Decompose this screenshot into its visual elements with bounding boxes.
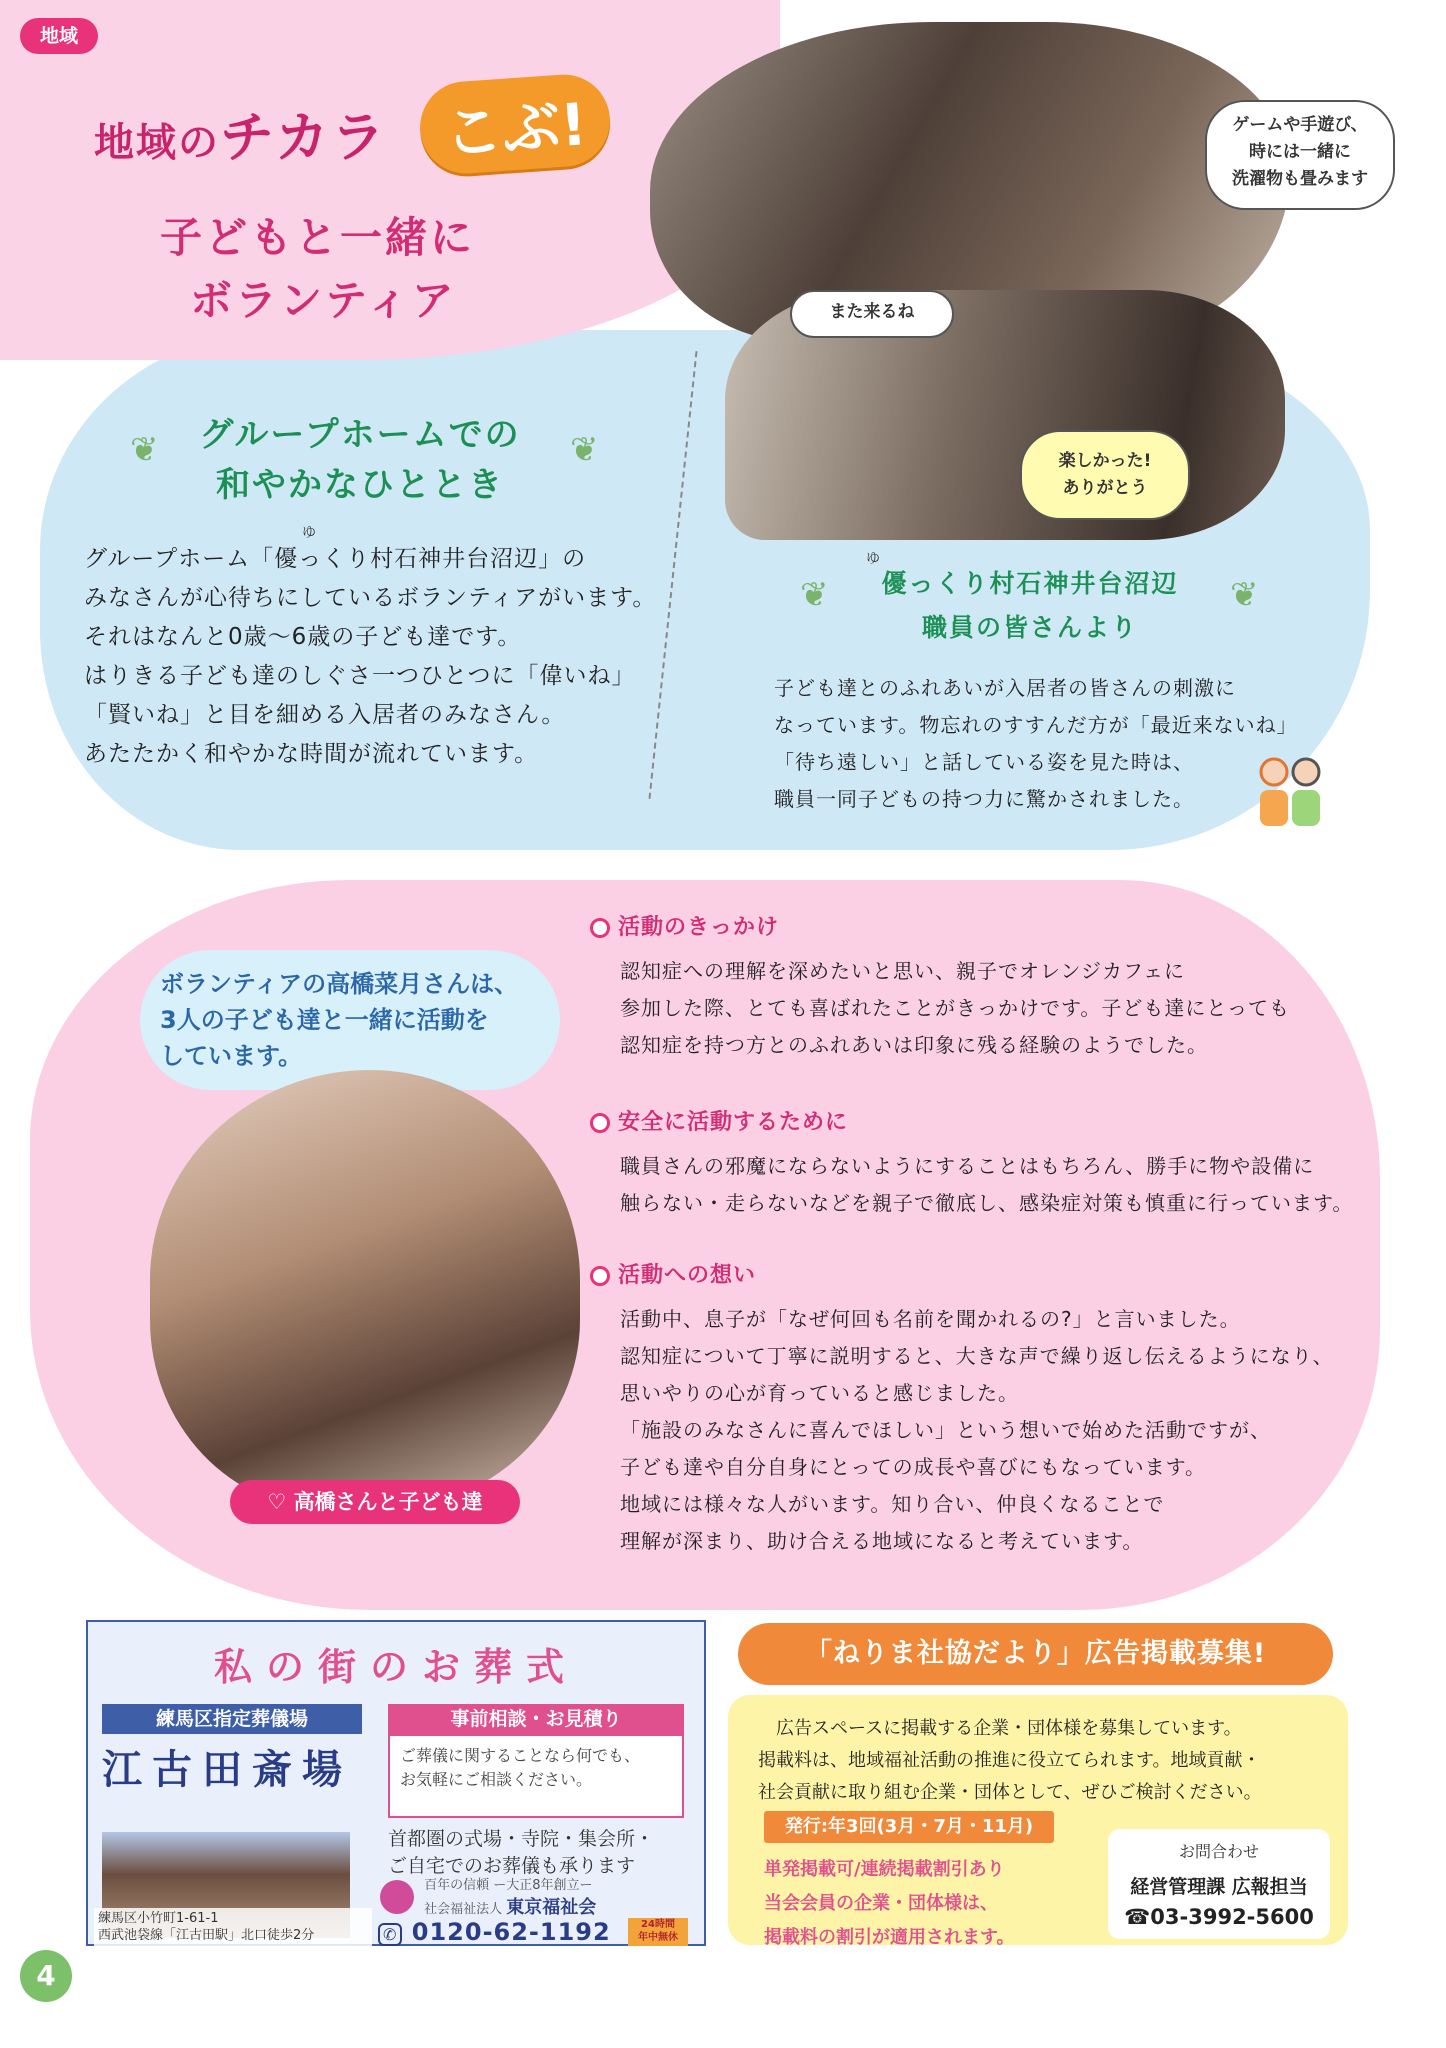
speech-bubble-come-again: また来るね — [790, 290, 954, 338]
condition-line: 当会会員の企業・団体様は、 — [764, 1893, 998, 1914]
intro-line: ボランティアの高橋菜月さんは、 — [160, 970, 519, 998]
paragraph-line: はりきる子ども達のしぐさ一つひとつに「偉いね」 — [84, 663, 636, 689]
item-line: 子ども達や自分自身にとっての成長や喜びにもなっています。 — [620, 1455, 1206, 1479]
item-line: 参加した際、とても喜ばれたことがきっかけです。子ども達にとっても — [620, 996, 1290, 1020]
section2-heading — [840, 562, 1220, 650]
text-line: 掲載料は、地域福祉活動の推進に役立てられます。地域貢献・ — [758, 1750, 1261, 1771]
title-part-1: 地域の — [94, 120, 220, 166]
intro-line: しています。 — [160, 1042, 303, 1070]
contact-dept: 経営管理課 広報担当 — [1130, 1876, 1308, 1898]
ad-recruitment-text — [758, 1713, 1328, 1809]
paragraph-line: みなさんが心待ちにしているボランティアがいます。 — [84, 585, 657, 611]
consult-text — [388, 1734, 684, 1818]
consult-line: ご葬儀に関することなら何でも、 — [400, 1746, 641, 1765]
item-line: 職員さんの邪魔にならないようにすることはもちろん、勝手に物や設備に — [620, 1154, 1315, 1178]
heading-line: 和やかなひととき — [216, 465, 504, 505]
bubble-line: ゲームや手遊び、 — [1232, 115, 1368, 135]
corp-name: 東京福祉会 — [506, 1897, 597, 1918]
contact-label: お問合わせ — [1178, 1842, 1259, 1861]
heading-line: 優っくり村石神井台沼辺 — [881, 569, 1179, 598]
consult-label: 事前相談・お見積り — [388, 1704, 684, 1734]
activity-item — [590, 1258, 1360, 1560]
item-body — [620, 1148, 1360, 1222]
item-line: 認知症への理解を深めたいと思い、親子でオレンジカフェに — [620, 959, 1185, 983]
heart-icon: ♡ — [267, 1490, 287, 1514]
publication-frequency: 発行:年3回(3月・7月・11月) — [764, 1811, 1054, 1843]
hall-name: 江古田斎場 — [102, 1747, 352, 1793]
item-heading — [590, 1105, 1360, 1136]
note-line: ご自宅でのお葬儀も承ります — [388, 1855, 636, 1877]
leaf-icon: ❦ — [1230, 575, 1259, 615]
paragraph-line: 職員一同子どもの持つ力に驚かされました。 — [774, 787, 1194, 811]
item-line: 思いやりの心が育っていると感じました。 — [620, 1381, 1019, 1405]
paragraph-line: それはなんと0歳～6歳の子ども達です。 — [84, 624, 522, 650]
funeral-advertisement[interactable] — [86, 1620, 706, 1946]
note-line: 首都圏の式場・寺院・集会所・ — [388, 1828, 655, 1850]
item-line: 触らない・走らないなどを親子で徹底し、感染症対策も慎重に行っています。 — [620, 1191, 1354, 1215]
ad-designation: 練馬区指定葬儀場 — [102, 1704, 362, 1734]
item-heading-text: 活動のきっかけ — [618, 915, 780, 940]
item-line: 「施設のみなさんに喜んでほしい」という想いで始めた活動ですが、 — [620, 1418, 1271, 1442]
section1-heading — [150, 410, 570, 510]
tel-number: 0120-62-1192 — [411, 1918, 611, 1946]
bubble-line: 洗濯物も畳みます — [1232, 169, 1368, 189]
item-line: 活動中、息子が「なぜ何回も名前を聞かれるの?」と言いました。 — [620, 1307, 1241, 1331]
staff-illustration-icon — [1250, 750, 1330, 830]
paragraph-line: 子ども達とのふれあいが入居者の皆さんの刺激に — [774, 676, 1236, 700]
ruby-text: ゆ — [866, 551, 880, 567]
section-tag: 地域 — [20, 18, 98, 54]
ad-recruitment-box — [728, 1615, 1348, 1948]
address-line: 練馬区小竹町1-61-1 — [98, 1911, 219, 1926]
activity-item — [590, 910, 1360, 1064]
ad-conditions — [764, 1853, 1015, 1955]
flower-logo-icon — [380, 1880, 414, 1914]
item-heading — [590, 910, 1360, 941]
condition-line: 掲載料の割引が適用されます。 — [764, 1927, 1015, 1948]
subtitle-line-2: ボランティア — [190, 276, 457, 325]
speech-bubble-games — [1205, 100, 1395, 210]
hall-address — [94, 1908, 372, 1946]
photo-caption — [230, 1480, 520, 1524]
corp-tagline: 百年の信頼 ー大正8年創立ー — [424, 1878, 593, 1893]
consult-line: お気軽にご相談ください。 — [400, 1770, 593, 1789]
heading-line: 職員の皆さんより — [921, 613, 1138, 642]
ruby-text: ゆ — [302, 525, 316, 541]
heading-line: グループホームでの — [199, 415, 521, 455]
leaf-icon: ❦ — [800, 575, 829, 615]
ad-recruitment-heading: 「ねりま社協だより」広告掲載募集! — [738, 1623, 1333, 1685]
circle-bullet-icon — [590, 1113, 610, 1133]
corporation-info — [380, 1874, 690, 1918]
condition-line: 単発掲載可/連続掲載割引あり — [764, 1859, 1005, 1880]
photo-takahashi-family — [150, 1070, 580, 1510]
circle-bullet-icon — [590, 918, 610, 938]
circle-bullet-icon — [590, 1266, 610, 1286]
caption-text: 高橋さんと子ども達 — [293, 1490, 483, 1514]
intro-line: 3人の子ども達と一緒に活動を — [160, 1006, 489, 1034]
bubble-line: ありがとう — [1062, 478, 1148, 498]
contact-tel[interactable]: ☎03-3992-5600 — [1124, 1905, 1314, 1929]
page-number: 4 — [20, 1950, 72, 2002]
freedial-icon: ✆ — [378, 1923, 402, 1946]
badge-line: 年中無休 — [638, 1932, 678, 1943]
address-line: 西武池袋線「江古田駅」北口徒歩2分 — [98, 1928, 315, 1943]
bubble-line: 楽しかった! — [1058, 451, 1152, 471]
item-line: 地域には様々な人がいます。知り合い、仲良くなることで — [620, 1492, 1165, 1516]
item-line: 理解が深まり、助け合える地域になると考えています。 — [620, 1529, 1144, 1553]
section1-paragraph — [84, 540, 724, 774]
item-body — [620, 953, 1360, 1064]
title-part-2: チカラ — [220, 106, 387, 169]
paragraph-line: なっています。物忘れのすすんだ方が「最近来ないね」 — [774, 713, 1298, 737]
item-heading-text: 安全に活動するために — [618, 1110, 849, 1135]
text-line: 広告スペースに掲載する企業・団体様を募集しています。 — [776, 1718, 1242, 1739]
speech-bubble-thanks — [1020, 430, 1190, 520]
funeral-tel[interactable] — [378, 1918, 611, 1946]
ad-title: 私の街のお葬式 — [213, 1645, 578, 1689]
paragraph-line: 「待ち遠しい」と話している姿を見た時は、 — [774, 750, 1194, 774]
paragraph-line: グループホーム「優っくり村石神井台沼辺」の — [84, 546, 587, 572]
activity-item — [590, 1105, 1360, 1222]
intro-bubble — [140, 950, 560, 1090]
item-line: 認知症を持つ方とのふれあいは印象に残る経験のようでした。 — [620, 1033, 1208, 1057]
item-body — [620, 1301, 1360, 1560]
badge-line: 24時間 — [641, 1919, 675, 1930]
item-line: 認知症について丁寧に説明すると、大きな声で繰り返し伝えるようになり、 — [620, 1344, 1334, 1368]
page-title — [94, 95, 387, 172]
subtitle-line-1: 子どもと一緒に — [160, 213, 476, 262]
contact-box — [1108, 1829, 1330, 1939]
service-note — [388, 1826, 654, 1880]
leaf-icon: ❦ — [130, 430, 159, 470]
text-line: 社会貢献に取り組む企業・団体として、ぜひご検討ください。 — [758, 1782, 1262, 1803]
bubble-line: 時には一緒に — [1249, 142, 1351, 162]
item-heading — [590, 1258, 1360, 1289]
leaf-icon: ❦ — [570, 430, 599, 470]
corp-prefix: 社会福祉法人 — [424, 1902, 503, 1917]
paragraph-line: 「賢いね」と目を細める入居者のみなさん。 — [84, 702, 566, 728]
item-heading-text: 活動への想い — [618, 1263, 757, 1288]
hours-badge — [628, 1918, 688, 1946]
paragraph-line: あたたかく和やかな時間が流れています。 — [84, 741, 539, 767]
title-badge: こぶ! — [417, 71, 613, 176]
